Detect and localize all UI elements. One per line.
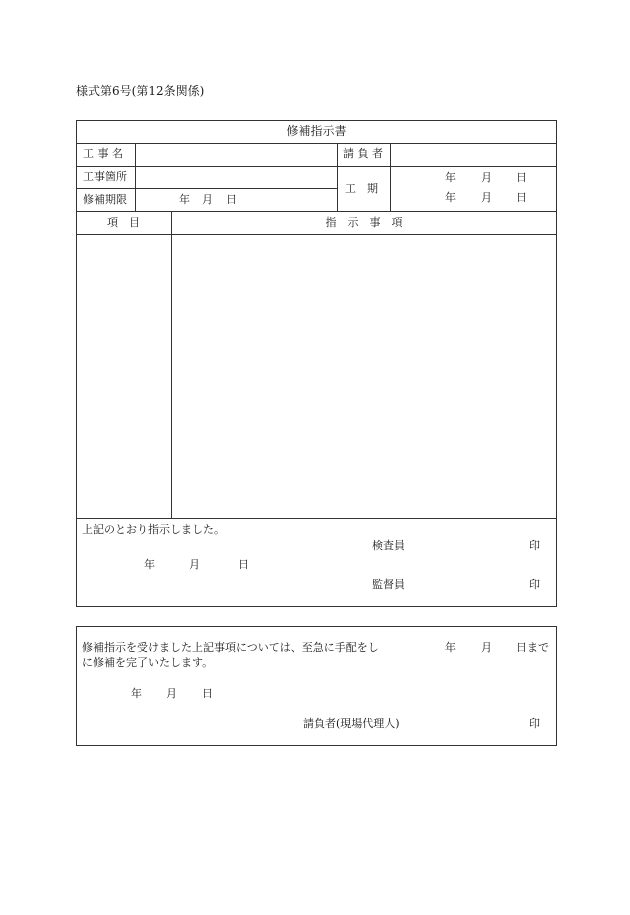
instruction-day: 日 (238, 558, 249, 571)
acknowledgment-month: 月 (166, 687, 177, 700)
supervisor-label: 監督員 (372, 578, 405, 591)
contractor-agent-label: 請負者(現場代理人) (303, 717, 400, 730)
acknowledgment-text-line2: に修補を完了いたします。 (82, 656, 214, 669)
project-name-label: 工 事 名 (83, 147, 123, 160)
instruction-year: 年 (144, 558, 155, 571)
divider (76, 211, 557, 212)
instructions-header: 指 示 事 項 (325, 216, 403, 229)
contractor-agent-seal: 印 (529, 717, 540, 730)
deadline-day: 日 (226, 193, 237, 206)
item-header: 項 目 (107, 216, 140, 229)
project-location-label: 工事箇所 (83, 170, 127, 183)
divider (171, 211, 172, 518)
divider (135, 143, 136, 211)
contractor-label: 請 負 者 (343, 147, 383, 160)
acknowledgment-day: 日 (202, 687, 213, 700)
completion-month: 月 (481, 641, 492, 654)
form-number: 様式第6号(第12条関係) (76, 84, 205, 98)
period-end-year: 年 (445, 191, 456, 204)
divider (76, 143, 557, 144)
period-end-month: 月 (481, 191, 492, 204)
acknowledgment-year: 年 (131, 687, 142, 700)
completion-until: 日まで (516, 641, 549, 654)
instruction-statement: 上記のとおり指示しました。 (82, 523, 225, 536)
divider (76, 518, 557, 519)
divider (76, 188, 337, 189)
period-start-month: 月 (481, 171, 492, 184)
repair-deadline-label: 修補期限 (83, 193, 127, 206)
divider (76, 234, 557, 235)
period-start-year: 年 (445, 171, 456, 184)
supervisor-seal: 印 (529, 578, 540, 591)
divider (76, 166, 557, 167)
period-end-day: 日 (516, 191, 527, 204)
inspector-seal: 印 (529, 539, 540, 552)
divider (390, 143, 391, 211)
acknowledgment-text-line1: 修補指示を受けました上記事項については、至急に手配をし (82, 641, 379, 654)
divider (337, 143, 338, 211)
completion-year: 年 (445, 641, 456, 654)
deadline-year: 年 (179, 193, 190, 206)
form-title: 修補指示書 (286, 124, 347, 138)
period-start-day: 日 (516, 171, 527, 184)
deadline-month: 月 (202, 193, 213, 206)
instruction-month: 月 (189, 558, 200, 571)
inspector-label: 検査員 (372, 539, 405, 552)
construction-period-label: 工 期 (345, 182, 378, 195)
